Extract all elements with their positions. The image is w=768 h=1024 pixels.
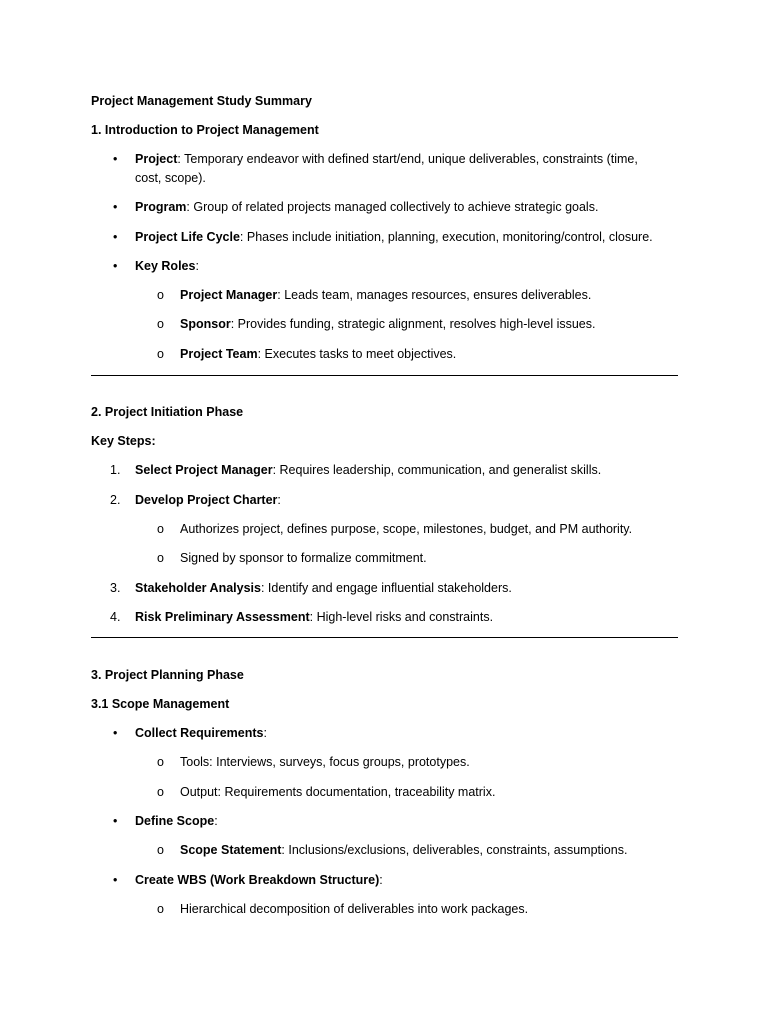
list-item xyxy=(0,150,768,169)
section-2-heading: 2. Project Initiation Phase xyxy=(91,405,244,419)
bullet-icon: • xyxy=(113,814,118,828)
section-2-subheading: Key Steps: xyxy=(91,434,156,448)
sub-bullet-icon: o xyxy=(157,785,164,799)
section-divider xyxy=(91,637,678,638)
bullet-icon: • xyxy=(113,200,118,214)
definition: : Inclusions/exclusions, deliverables, constraints, assumptions. xyxy=(281,843,628,857)
term: Define Scope xyxy=(135,814,215,828)
term: Stakeholder Analysis xyxy=(135,581,261,595)
term: Scope Statement xyxy=(180,843,282,857)
item-number: 4. xyxy=(110,610,121,624)
bullet-icon: • xyxy=(113,230,118,244)
sub-bullet-icon: o xyxy=(157,288,164,302)
definition: : xyxy=(195,259,199,273)
definition: : Leads team, manages resources, ensures deliverables. xyxy=(277,288,592,302)
definition: : Group of related projects managed collectively to achieve strategic goals. xyxy=(186,200,599,214)
sub-bullet-icon: o xyxy=(157,843,164,857)
term: Collect Requirements xyxy=(135,726,264,740)
list-item xyxy=(0,228,768,247)
definition: : Provides funding, strategic alignment, resolves high-level issues. xyxy=(230,317,596,331)
definition: : Executes tasks to meet objectives. xyxy=(257,347,457,361)
numbered-item xyxy=(0,608,768,627)
definition: : xyxy=(379,873,383,887)
term: Project Team xyxy=(180,347,258,361)
list-item xyxy=(0,871,768,890)
sub-bullet-icon: o xyxy=(157,522,164,536)
sub-bullet-icon: o xyxy=(157,755,164,769)
list-item xyxy=(0,812,768,831)
bullet-icon: • xyxy=(113,152,118,166)
term: Project xyxy=(135,152,178,166)
term: Program xyxy=(135,200,187,214)
sub-list-item xyxy=(0,286,768,305)
definition-continued: cost, scope). xyxy=(135,171,206,185)
term: Create WBS (Work Breakdown Structure) xyxy=(135,873,380,887)
definition: : xyxy=(277,493,281,507)
section-1-heading: 1. Introduction to Project Management xyxy=(91,123,319,137)
sub-list-item xyxy=(0,753,768,772)
sub-list-item xyxy=(0,783,768,802)
term: Sponsor xyxy=(180,317,231,331)
term: Project Life Cycle xyxy=(135,230,240,244)
bullet-icon: • xyxy=(113,873,118,887)
sub-list-item xyxy=(0,841,768,860)
bullet-icon: • xyxy=(113,259,118,273)
term: Project Manager xyxy=(180,288,278,302)
term: Select Project Manager xyxy=(135,463,273,477)
sub-list-item xyxy=(0,315,768,334)
sub-list-item xyxy=(0,549,768,568)
definition: : Temporary endeavor with defined start/end, unique deliverables, constraints (time, xyxy=(177,152,638,166)
sub-bullet-icon: o xyxy=(157,902,164,916)
document-title: Project Management Study Summary xyxy=(91,94,312,108)
sub-bullet-icon: o xyxy=(157,551,164,565)
item-number: 2. xyxy=(110,493,121,507)
list-item xyxy=(0,257,768,276)
sub-list-item xyxy=(0,345,768,364)
sub-list-item xyxy=(0,900,768,919)
term: Risk Preliminary Assessment xyxy=(135,610,310,624)
list-item xyxy=(0,724,768,743)
list-item-continuation xyxy=(0,169,768,188)
term: Key Roles xyxy=(135,259,196,273)
numbered-item xyxy=(0,491,768,510)
term: Develop Project Charter xyxy=(135,493,278,507)
section-3-subheading: 3.1 Scope Management xyxy=(91,697,230,711)
sub-bullet-icon: o xyxy=(157,317,164,331)
charter-point: Signed by sponsor to formalize commitment. xyxy=(180,551,427,565)
requirement-point: Tools: Interviews, surveys, focus groups, prototypes. xyxy=(180,755,470,769)
sub-bullet-icon: o xyxy=(157,347,164,361)
definition: : xyxy=(263,726,267,740)
definition: : Phases include initiation, planning, execution, monitoring/control, closure. xyxy=(239,230,653,244)
definition: : Identify and engage influential stakeholders. xyxy=(260,581,512,595)
section-divider xyxy=(91,375,678,376)
charter-point: Authorizes project, defines purpose, scope, milestones, budget, and PM authority. xyxy=(180,522,633,536)
numbered-item xyxy=(0,461,768,480)
sub-list-item xyxy=(0,520,768,539)
list-item xyxy=(0,198,768,217)
requirement-point: Output: Requirements documentation, traceability matrix. xyxy=(180,785,496,799)
definition: : xyxy=(214,814,218,828)
numbered-item xyxy=(0,579,768,598)
definition: : High-level risks and constraints. xyxy=(309,610,494,624)
item-number: 1. xyxy=(110,463,121,477)
definition: : Requires leadership, communication, and generalist skills. xyxy=(272,463,602,477)
wbs-point: Hierarchical decomposition of deliverables into work packages. xyxy=(180,902,529,916)
section-3-heading: 3. Project Planning Phase xyxy=(91,668,244,682)
item-number: 3. xyxy=(110,581,121,595)
bullet-icon: • xyxy=(113,726,118,740)
